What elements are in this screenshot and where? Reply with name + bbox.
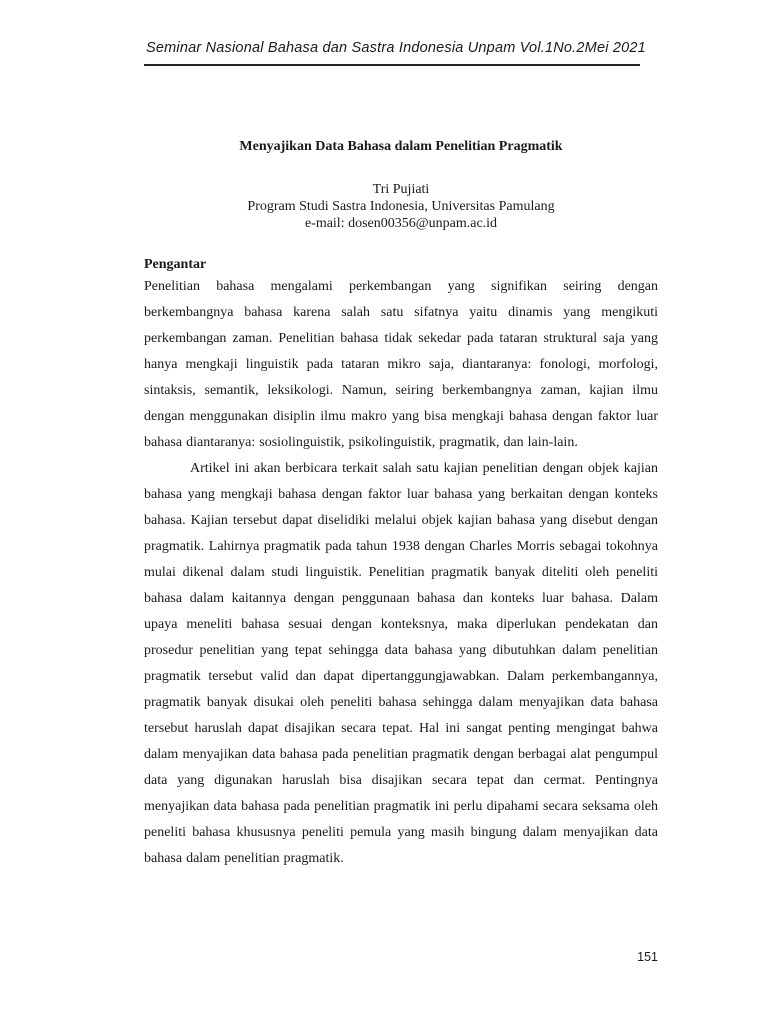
author-name: Tri Pujiati xyxy=(372,182,430,197)
page-number: 151 xyxy=(637,950,658,964)
author-email: e-mail: dosen00356@unpam.ac.id xyxy=(304,216,498,231)
author-block xyxy=(144,181,658,232)
paragraph: Artikel ini akan berbicara terkait salah satu kajian penelitian dengan objek kajian bahasa yang mengkaji bahasa dengan faktor luar bahasa yang berkaitan dengan konteks bahasa. Kajian tersebut dapat diselidiki melalui objek kajian bahasa yang disebut dengan pragmatik. Lahirnya pragmatik pada tahun 1938 dengan Charles Morris sebagai tokohnya mulai dikenal dalam studi linguistik. Penelitian pragmatik banyak diteliti oleh peneliti bahasa dalam kaitannya dengan penggunaan bahasa dan konteks luar bahasa. Dalam upaya meneliti bahasa sesuai dengan konteksnya, maka diperlukan pendekatan dan prosedur penelitian yang tepat sehingga data bahasa yang dibutuhkan dalam penelitian pragmatik tersebut valid dan dapat dipertanggungjawabkan. Dalam perkembangannya, pragmatik banyak disukai oleh peneliti bahasa sehingga dalam menyajikan data bahasa tersebut haruslah dapat disajikan secara tepat. Hal ini sangat penting mengingat bahwa dalam menyajikan data bahasa pada penelitian pragmatik dengan berbagai alat pengumpul data yang digunakan haruslah bisa disajikan secara tepat dan cermat. Pentingnya menyajikan data bahasa pada penelitian pragmatik ini perlu dipahami secara seksama oleh peneliti bahasa khususnya peneliti pemula yang masih bingung dalam menyajikan data bahasa dalam penelitian pragmatik. xyxy=(144,461,658,866)
section-heading: Pengantar xyxy=(144,257,207,272)
paragraph: Penelitian bahasa mengalami perkembangan yang signifikan seiring dengan berkembangnya bahasa karena salah satu sifatnya yaitu dinamis yang mengikuti perkembangan zaman. Penelitian bahasa tidak sekedar pada tataran struktural saja yang hanya mengkaji linguistik pada tataran mikro saja, diantaranya: fonologi, morfologi, sintaksis, semantik, leksikologi. Namun, seiring berkembangnya zaman, kajian ilmu dengan menggunakan disiplin ilmu makro yang bisa mengkaji bahasa dengan faktor luar bahasa diantaranya: sosiolinguistik, psikolinguistik, pragmatik, dan lain-lain. xyxy=(144,279,658,450)
section-body xyxy=(144,274,658,872)
article-title: Menyajikan Data Bahasa dalam Penelitian Pragmatik xyxy=(239,139,563,154)
header-divider xyxy=(144,64,640,66)
running-header: Seminar Nasional Bahasa dan Sastra Indonesia Unpam Vol.1No.2Mei 2021 xyxy=(146,40,646,56)
author-affiliation: Program Studi Sastra Indonesia, Universitas Pamulang xyxy=(247,199,555,214)
